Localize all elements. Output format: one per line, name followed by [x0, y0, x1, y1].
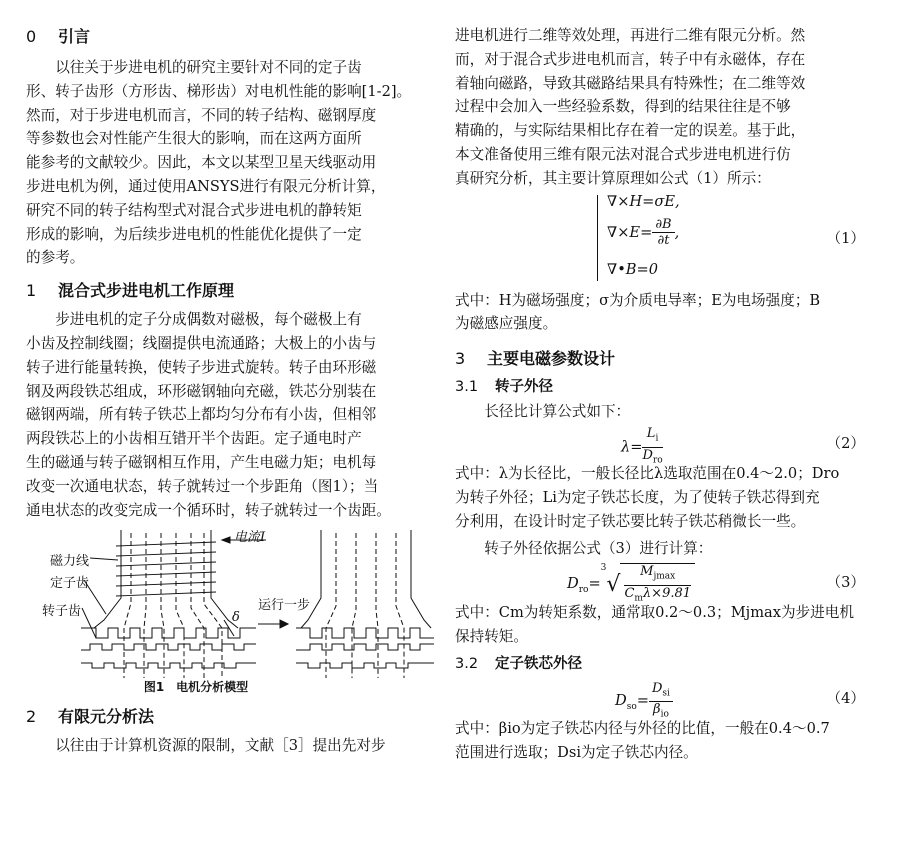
rotor-tooth-label: 转子齿 [42, 604, 82, 620]
numerator [642, 426, 662, 448]
text-line: 形、转子齿形（方形齿、梯形齿）对电机性能的影响[1-2]。 [26, 82, 412, 100]
text-line: 范围进行选取；Dsi为定子铁芯内径。 [455, 743, 698, 761]
eq3-intro [455, 537, 865, 561]
text-line: 改变一次通电状态，转子就转过一个步距角（图1）；当 [26, 477, 379, 495]
text-line: 着轴向磁路，导致其磁路结果具有特殊性；在二维等效 [455, 74, 806, 92]
text-line: 磁钢两端，所有转子铁芯上都均匀分布有小齿，但相邻 [26, 406, 377, 424]
eq4-lhs-subscript: so [626, 701, 637, 712]
denominator-rest: λ×9.81 [642, 585, 692, 601]
section-3-1-heading [455, 374, 865, 400]
eq4-lhs-symbol: D [615, 691, 627, 709]
eq4-fraction [649, 681, 673, 723]
section-3-2-heading [455, 651, 865, 677]
equation-3 [455, 561, 865, 604]
text-line: 式中：βio为定子铁芯内径与外径的比值，一般在0.4～0.7 [455, 719, 830, 737]
text-line: 以往由于计算机资源的限制，文献［3］提出先对步 [55, 737, 386, 755]
eq1-fraction [652, 217, 674, 248]
eq1-line-1: ∇×H=σE, [607, 192, 680, 210]
text-line: 等参数也会对性能产生很大的影响，而在这两方面所 [26, 130, 362, 148]
radical-sign: √ [606, 572, 621, 598]
text-line: 的参考。 [26, 249, 85, 267]
text-line: 以往关于步进电机的研究主要针对不同的定子齿 [55, 59, 362, 76]
text-line: 式中：H为磁场强度；σ为介质电导率；E为电场强度；B [455, 291, 821, 309]
text-line: 两段铁芯上的小齿相互错开半个齿距。定子通电时产 [26, 430, 362, 448]
text-line: 小齿及控制线圈；线圈提供电流通路；大极上的小齿与 [26, 334, 377, 352]
text-line: 钢及两段铁芯组成，环形磁钢轴向充磁，铁芯分别装在 [26, 382, 377, 400]
equation-number: （1） [826, 229, 865, 247]
eq3-lhs-subscript: ro [578, 584, 589, 595]
text-line: 为磁感应强度。 [455, 315, 558, 333]
numerator [649, 681, 673, 703]
figure-1 [26, 528, 436, 698]
section-2-heading [26, 704, 436, 730]
eq3-lhs: $D_{ro}=$ [567, 574, 601, 595]
text-line: 真研究分析，其主要计算原理如公式（1）所示： [455, 169, 771, 187]
text-line: 分利用，在设计时定子铁芯要比转子铁芯稍微长一些。 [455, 512, 806, 530]
eq3-note [455, 601, 865, 649]
fem-paragraph-continued [455, 24, 865, 191]
figure-caption: 图1 电机分析模型 [143, 680, 249, 695]
section-title: 有限元分析法 [58, 707, 155, 727]
section-number: 2 [26, 707, 37, 727]
equation-2 [455, 424, 865, 466]
denominator-symbol: D [642, 447, 653, 463]
text-line: 转子进行能量转换，使转子步进式旋转。转子由环形磁 [26, 358, 377, 376]
section-number: 1 [26, 281, 37, 301]
eq2-body [621, 426, 663, 468]
eq1-line-2 [607, 217, 679, 248]
eq4-body [615, 681, 673, 723]
numerator-subscript: jmax [653, 571, 676, 582]
eq3-lhs-symbol: D [567, 574, 579, 592]
principle-paragraph [26, 308, 436, 522]
current-label: 电流I [234, 530, 266, 546]
eq2-fraction [642, 426, 662, 468]
text-line: 研究不同的转子结构型式对混合式步进电机的静转矩 [26, 201, 362, 219]
step-label: 运行一步 [258, 598, 311, 614]
eq1-l2-comma: , [674, 223, 680, 241]
denominator-symbol: β [653, 702, 661, 718]
eq1-line-3: ∇•B=0 [607, 260, 659, 278]
denominator [649, 702, 673, 723]
section-number: 3.1 [455, 379, 479, 396]
equation-number: （2） [826, 434, 865, 452]
text-line: 式中：λ为长径比，一般长径比λ选取范围在0.4～2.0；Dro [455, 464, 840, 482]
flux-label: 磁力线 [50, 554, 90, 570]
eq3-fraction [620, 563, 695, 606]
numerator-symbol: M [640, 564, 654, 580]
text-line: 然而，对于步进电机而言，不同的转子结构、磁钢厚度 [26, 106, 377, 124]
text-line: 过程中会加入一些经验系数，得到的结果往往是不够 [455, 98, 791, 116]
text-line: 式中：Cm为转矩系数，通常取0.2～0.3；Mjmax为步进电机 [455, 604, 854, 622]
eq3-body [567, 563, 695, 606]
left-column [26, 0, 436, 758]
text-line: 进电机进行二维等效处理，再进行二维有限元分析。然 [455, 27, 806, 44]
section-number: 3.2 [455, 655, 479, 672]
equation-1 [455, 191, 865, 285]
fem-paragraph [26, 734, 436, 758]
denominator-subscript: io [660, 709, 669, 720]
eq2-intro [455, 400, 865, 424]
text-line: 生的磁通与转子磁钢相互作用，产生电磁力矩；电机每 [26, 453, 377, 471]
text-line: 步进电机为例，通过使用ANSYS进行有限元分析计算， [26, 177, 386, 195]
eq2-note [455, 462, 865, 533]
text-line: 长径比计算公式如下： [484, 403, 631, 421]
stator-tooth-label: 定子齿 [50, 576, 90, 592]
text-line: 转子外径依据公式（3）进行计算： [484, 540, 713, 558]
numerator-subscript: i [655, 433, 659, 444]
text-line: 本文准备使用三维有限元法对混合式步进电机进行仿 [455, 145, 791, 163]
numerator [624, 564, 691, 586]
section-number: 3 [455, 349, 466, 369]
denominator: ∂t [657, 232, 670, 248]
section-title: 引言 [58, 27, 91, 46]
denominator [624, 586, 691, 607]
numerator-symbol: D [651, 680, 663, 696]
denominator [642, 448, 662, 469]
section-0-heading [26, 24, 436, 50]
text-line: 精确的，与实际结果相比存在着一定的误差。基于此， [455, 122, 806, 140]
section-title: 混合式步进电机工作原理 [58, 281, 235, 301]
root-index: 3 [600, 563, 607, 574]
equation-number: （4） [826, 689, 865, 707]
text-line: 为转子外径；Li为定子铁芯长度，为了使转子铁芯得到充 [455, 488, 820, 506]
eq1-l2-lhs: ∇×E= [607, 223, 653, 241]
equation-number: （3） [826, 574, 865, 592]
denominator-subscript: ro [652, 455, 663, 466]
numerator-subscript: si [662, 688, 670, 699]
eq4-lhs: $D_{so}=$ [615, 691, 649, 712]
equation-4 [455, 677, 865, 720]
eq2-lhs: λ= [621, 438, 643, 456]
right-column [455, 0, 865, 764]
text-line: 步进电机的定子分成偶数对磁极，每个磁极上有 [55, 311, 362, 329]
brace [597, 195, 602, 281]
text-line: 保持转矩。 [455, 627, 528, 645]
section-title: 转子外径 [495, 379, 553, 396]
text-line: 而，对于混合式步进电机而言，转子中有永磁体，存在 [455, 50, 806, 68]
denominator-symbol: C [624, 585, 635, 601]
section-3-heading [455, 346, 865, 372]
numerator-symbol: L [646, 425, 656, 441]
airgap-label: δ [232, 610, 240, 626]
eq4-note [455, 717, 865, 765]
section-title: 主要电磁参数设计 [487, 349, 616, 369]
text-line: 能参考的文献较少。因此，本文以某型卫星天线驱动用 [26, 154, 377, 172]
section-title: 定子铁芯外径 [495, 655, 582, 672]
section-number: 0 [26, 27, 37, 46]
section-1-heading [26, 278, 436, 304]
numerator: ∂B [652, 217, 674, 233]
eq1-note [455, 289, 865, 337]
intro-paragraph [26, 56, 436, 270]
text-line: 通电状态的改变完成一个循环时，转子就转过一个齿距。 [26, 501, 391, 519]
text-line: 形成的影响，为后续步进电机的性能优化提供了一定 [26, 225, 362, 243]
denominator-subscript: m [634, 593, 643, 604]
